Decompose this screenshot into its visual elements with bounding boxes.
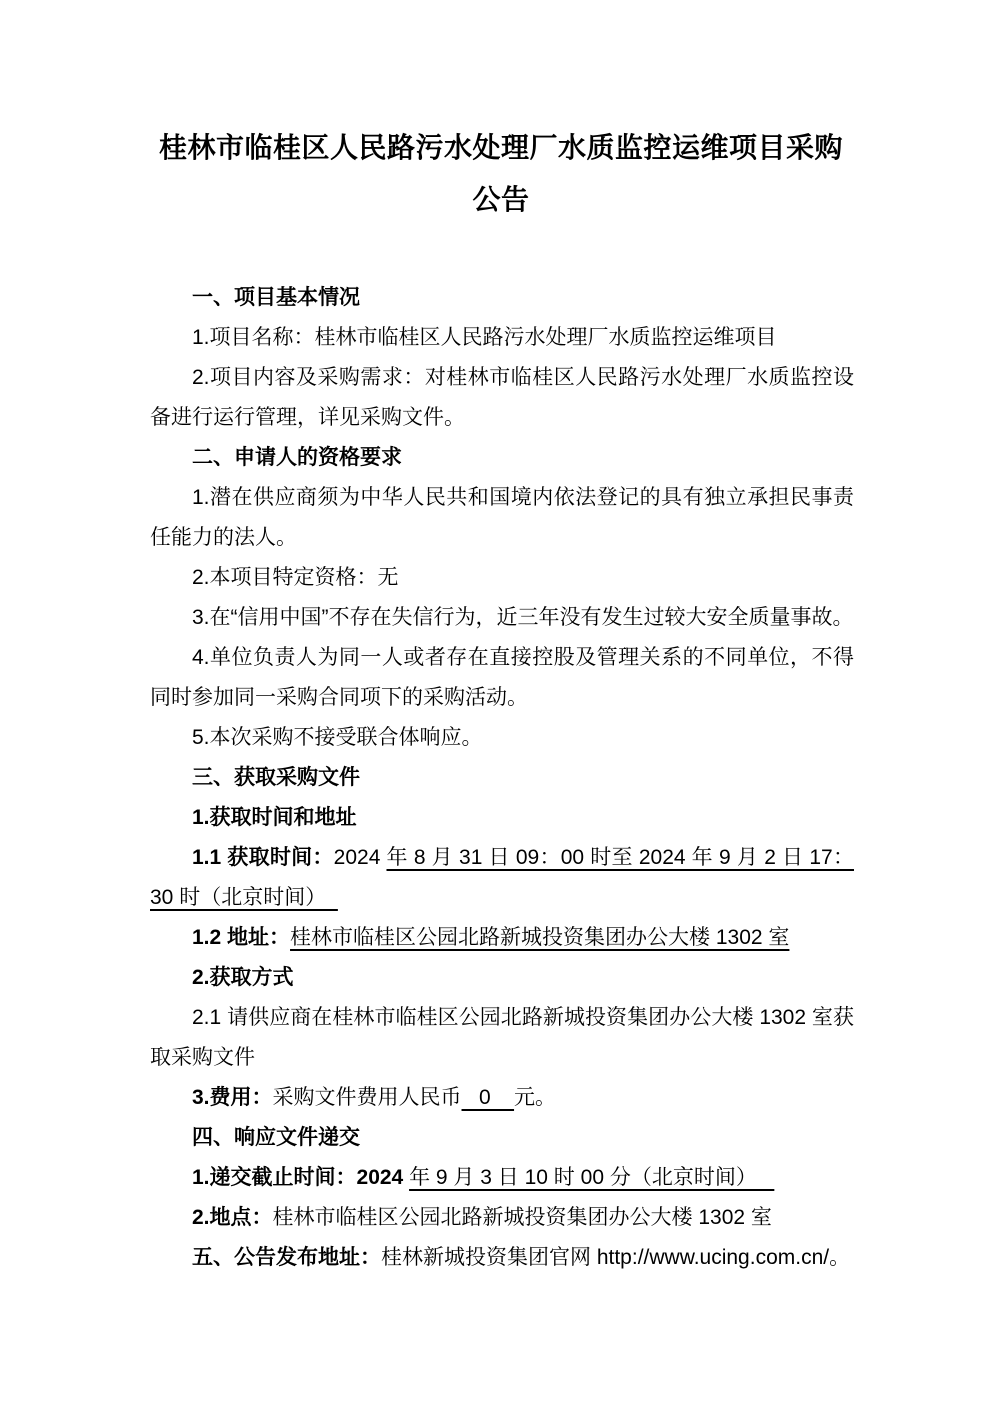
section-3-heading: 三、获取采购文件 [192, 766, 360, 789]
obtain-method-line: 2.1 请供应商在桂林市临桂区公园北路新城投资集团办公大楼 1302 室获取采购文件 [150, 1006, 854, 1069]
obtain-time-line [150, 838, 854, 918]
obtain-address-label: 1.2 地址： [192, 926, 291, 949]
deadline-line [150, 1158, 854, 1198]
fee-unit: 元。 [514, 1086, 557, 1109]
qualification-item-4: 4.单位负责人为同一人或者存在直接控股及管理关系的不同单位，不得同时参加同一采购合同项下的采购活动。 [150, 646, 854, 709]
section-4-heading: 四、响应文件递交 [192, 1126, 360, 1149]
fee-label: 3.费用： [192, 1086, 273, 1109]
publish-address-value: 桂林新城投资集团官网 http://www.ucing.com.cn/。 [381, 1246, 851, 1269]
obtain-time-year: 2024 [333, 846, 387, 869]
qualification-item-3: 3.在“信用中国”不存在失信行为，近三年没有发生过较大安全质量事故。 [192, 606, 854, 629]
page-title: 桂林市临桂区人民路污水处理厂水质监控运维项目采购公告 [158, 132, 843, 215]
project-name-line: 1.项目名称：桂林市临桂区人民路污水处理厂水质监控运维项目 [192, 326, 777, 349]
document-body [150, 278, 854, 1278]
qualification-item-1: 1.潜在供应商须为中华人民共和国境内依法登记的具有独立承担民事责任能力的法人。 [150, 486, 854, 549]
obtain-address-value: 桂林市临桂区公园北路新城投资集团办公大楼 1302 室 [290, 926, 790, 949]
qualification-item-5: 5.本次采购不接受联合体响应。 [192, 726, 483, 749]
section-1-heading: 一、项目基本情况 [192, 286, 360, 309]
obtain-method-heading: 2.获取方式 [192, 966, 294, 989]
submit-place-line [150, 1198, 854, 1238]
deadline-label: 1.递交截止时间：2024 [192, 1166, 410, 1189]
publish-address-label: 五、公告发布地址： [192, 1246, 381, 1269]
obtain-address-line [150, 918, 854, 958]
obtain-time-address-heading: 1.获取时间和地址 [192, 806, 357, 829]
obtain-time-value: 年 8 月 31 日 09：00 时至 2024 年 9 月 2 日 17：30 时（北京时间） [150, 846, 854, 909]
obtain-time-label: 1.1 获取时间： [192, 846, 334, 869]
section-2-heading: 二、申请人的资格要求 [192, 446, 402, 469]
deadline-value: 年 9 月 3 日 10 时 00 分（北京时间） [409, 1166, 775, 1189]
publish-address-line [150, 1238, 854, 1278]
submit-place-value: 桂林市临桂区公园北路新城投资集团办公大楼 1302 室 [272, 1206, 772, 1229]
project-content-line: 2.项目内容及采购需求：对桂林市临桂区人民路污水处理厂水质监控设备进行运行管理，详见采购文件。 [150, 366, 854, 429]
fee-amount: 0 [461, 1086, 515, 1109]
fee-text: 采购文件费用人民币 [272, 1086, 462, 1109]
qualification-item-2: 2.本项目特定资格：无 [192, 566, 399, 589]
submit-place-label: 2.地点： [192, 1206, 273, 1229]
fee-line [150, 1078, 854, 1118]
